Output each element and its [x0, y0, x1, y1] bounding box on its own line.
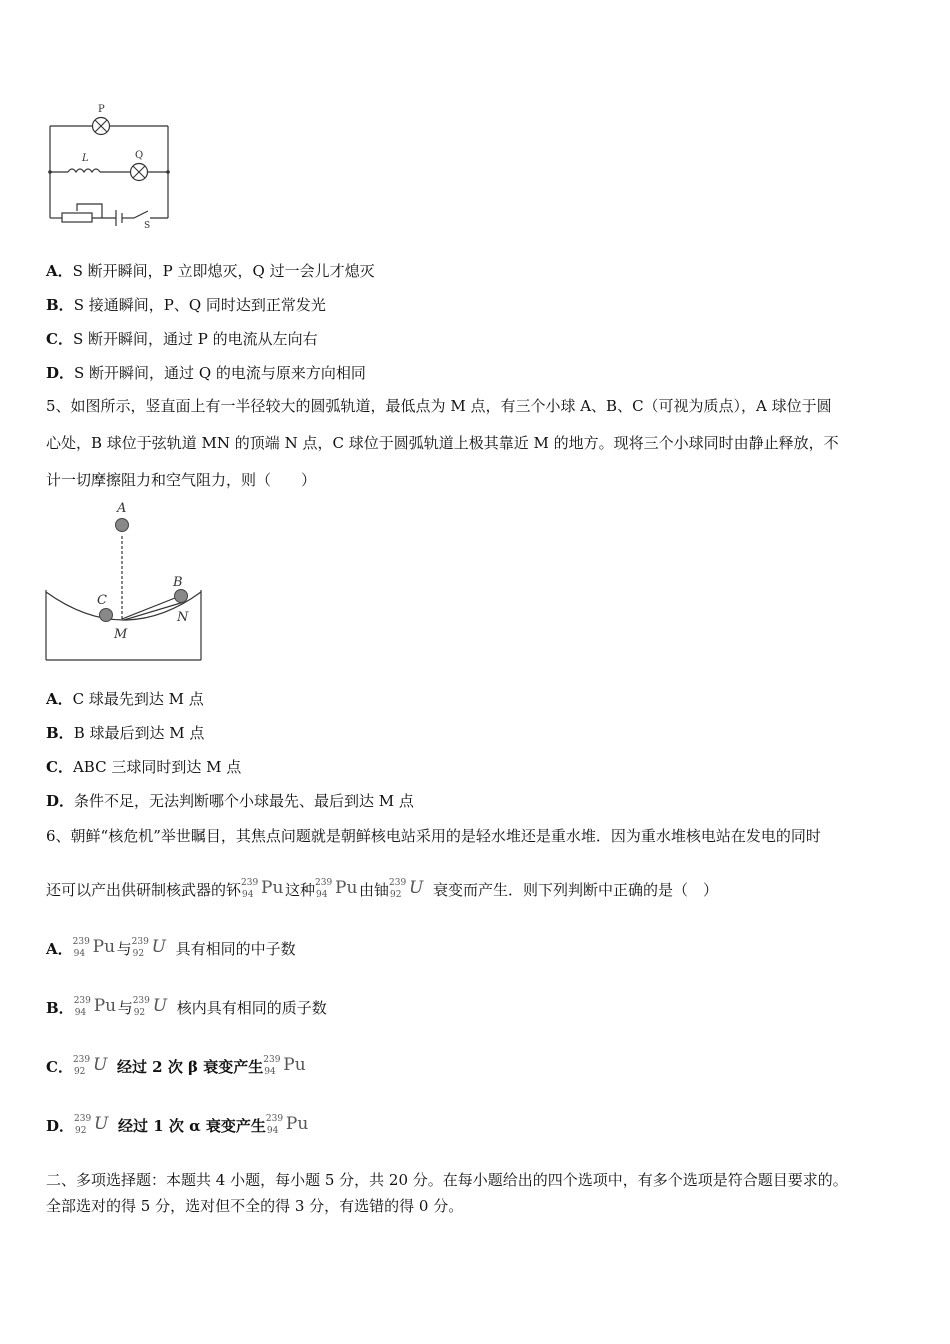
q5-stem — [46, 388, 906, 499]
ball-a — [116, 519, 129, 532]
q5-option-c: C．ABC 三球同时到达 M 点 — [46, 758, 242, 776]
q5-line-2: 心处，B 球位于弦轨道 MN 的顶端 N 点，C 球位于圆弧轨道上极其靠近 M 的地方。现将三个小球同时由静止释放，不 — [46, 434, 839, 452]
q5-line-3: 计一切摩擦阻力和空气阻力，则（ ） — [46, 471, 317, 489]
q5-line-1: 5、如图所示，竖直面上有一半径较大的圆弧轨道，最低点为 M 点，有三个小球 A、B、C（可视为质点），A 球位于圆 — [46, 397, 832, 415]
q4-option-a: A．S 断开瞬间，P 立即熄灭，Q 过一会儿才熄灭 — [46, 262, 375, 280]
q4-option-d: D．S 断开瞬间，通过 Q 的电流与原来方向相同 — [46, 364, 366, 382]
q6-option-d: D． 239 92 U 经过 1 次 α 衰变产生 239 94 Pu — [46, 1109, 310, 1143]
q4-option-c: C．S 断开瞬间，通过 P 的电流从左向右 — [46, 330, 318, 348]
arc-track-diagram — [40, 498, 210, 666]
label-s: S — [144, 221, 151, 228]
ball-b — [175, 590, 188, 603]
nuclide-pu: 239 94 Pu — [241, 878, 284, 900]
label-m: M — [114, 627, 128, 642]
nuclide-u: 239 92 U — [131, 937, 166, 959]
q6-option-a: A． 239 94 Pu 与 239 92 U 具有相同的中子数 — [46, 932, 296, 966]
q6-line-2: 还可以产出供研制核武器的钚 239 94 Pu 这种 239 94 Pu 由铀 239 92 U 衰变而产生．则下列判断中正确的是（ ） — [46, 873, 718, 907]
nuclide-pu: 239 94 Pu — [73, 996, 117, 1018]
q6-option-c: C． 239 92 U 经过 2 次 β 衰变产生 239 94 Pu — [46, 1050, 307, 1084]
q5-option-b: B．B 球最后到达 M 点 — [46, 724, 205, 742]
label-a: A — [117, 501, 127, 516]
nuclide-pu: 239 94 Pu — [72, 937, 116, 959]
nuclide-pu: 239 94 Pu — [265, 1114, 309, 1136]
label-c: C — [97, 593, 107, 608]
q5-option-a: A．C 球最先到达 M 点 — [46, 690, 204, 708]
label-n: N — [177, 610, 189, 625]
ball-c — [100, 609, 113, 622]
nuclide-u: 239 92 U — [389, 878, 424, 900]
label-p: P — [98, 104, 105, 115]
nuclide-pu: 239 94 Pu — [315, 878, 358, 900]
section-2-header — [46, 1167, 908, 1219]
label-b: B — [173, 575, 183, 590]
label-l: L — [82, 153, 89, 164]
nuclide-pu: 239 94 Pu — [263, 1055, 306, 1077]
q4-option-b: B．S 接通瞬间，P、Q 同时达到正常发光 — [46, 296, 326, 314]
lamp-p-icon — [93, 118, 110, 135]
q6-option-b: B． 239 94 Pu 与 239 92 U 核内具有相同的质子数 — [46, 991, 327, 1025]
circuit-diagram — [40, 98, 180, 228]
nuclide-u: 239 92 U — [72, 1055, 108, 1077]
q5-option-d: D．条件不足，无法判断哪个小球最先、最后到达 M 点 — [46, 792, 414, 810]
label-q: Q — [135, 150, 144, 161]
q6-line-1: 6、朝鲜“核危机”举世瞩目，其焦点问题就是朝鲜核电站采用的是轻水堆还是重水堆．因为重水堆核电站在发电的同时 — [46, 827, 821, 845]
section-2-line-2: 全部选对的得 5 分，选对但不全的得 3 分，有选错的得 0 分。 — [46, 1197, 464, 1215]
nuclide-u: 239 92 U — [74, 1114, 109, 1136]
section-2-line-1: 二、多项选择题：本题共 4 小题，每小题 5 分，共 20 分。在每小题给出的四个选项中，有多个选项是符合题目要求的。 — [46, 1171, 848, 1189]
nuclide-u: 239 92 U — [132, 996, 168, 1018]
lamp-q-icon — [131, 164, 148, 181]
